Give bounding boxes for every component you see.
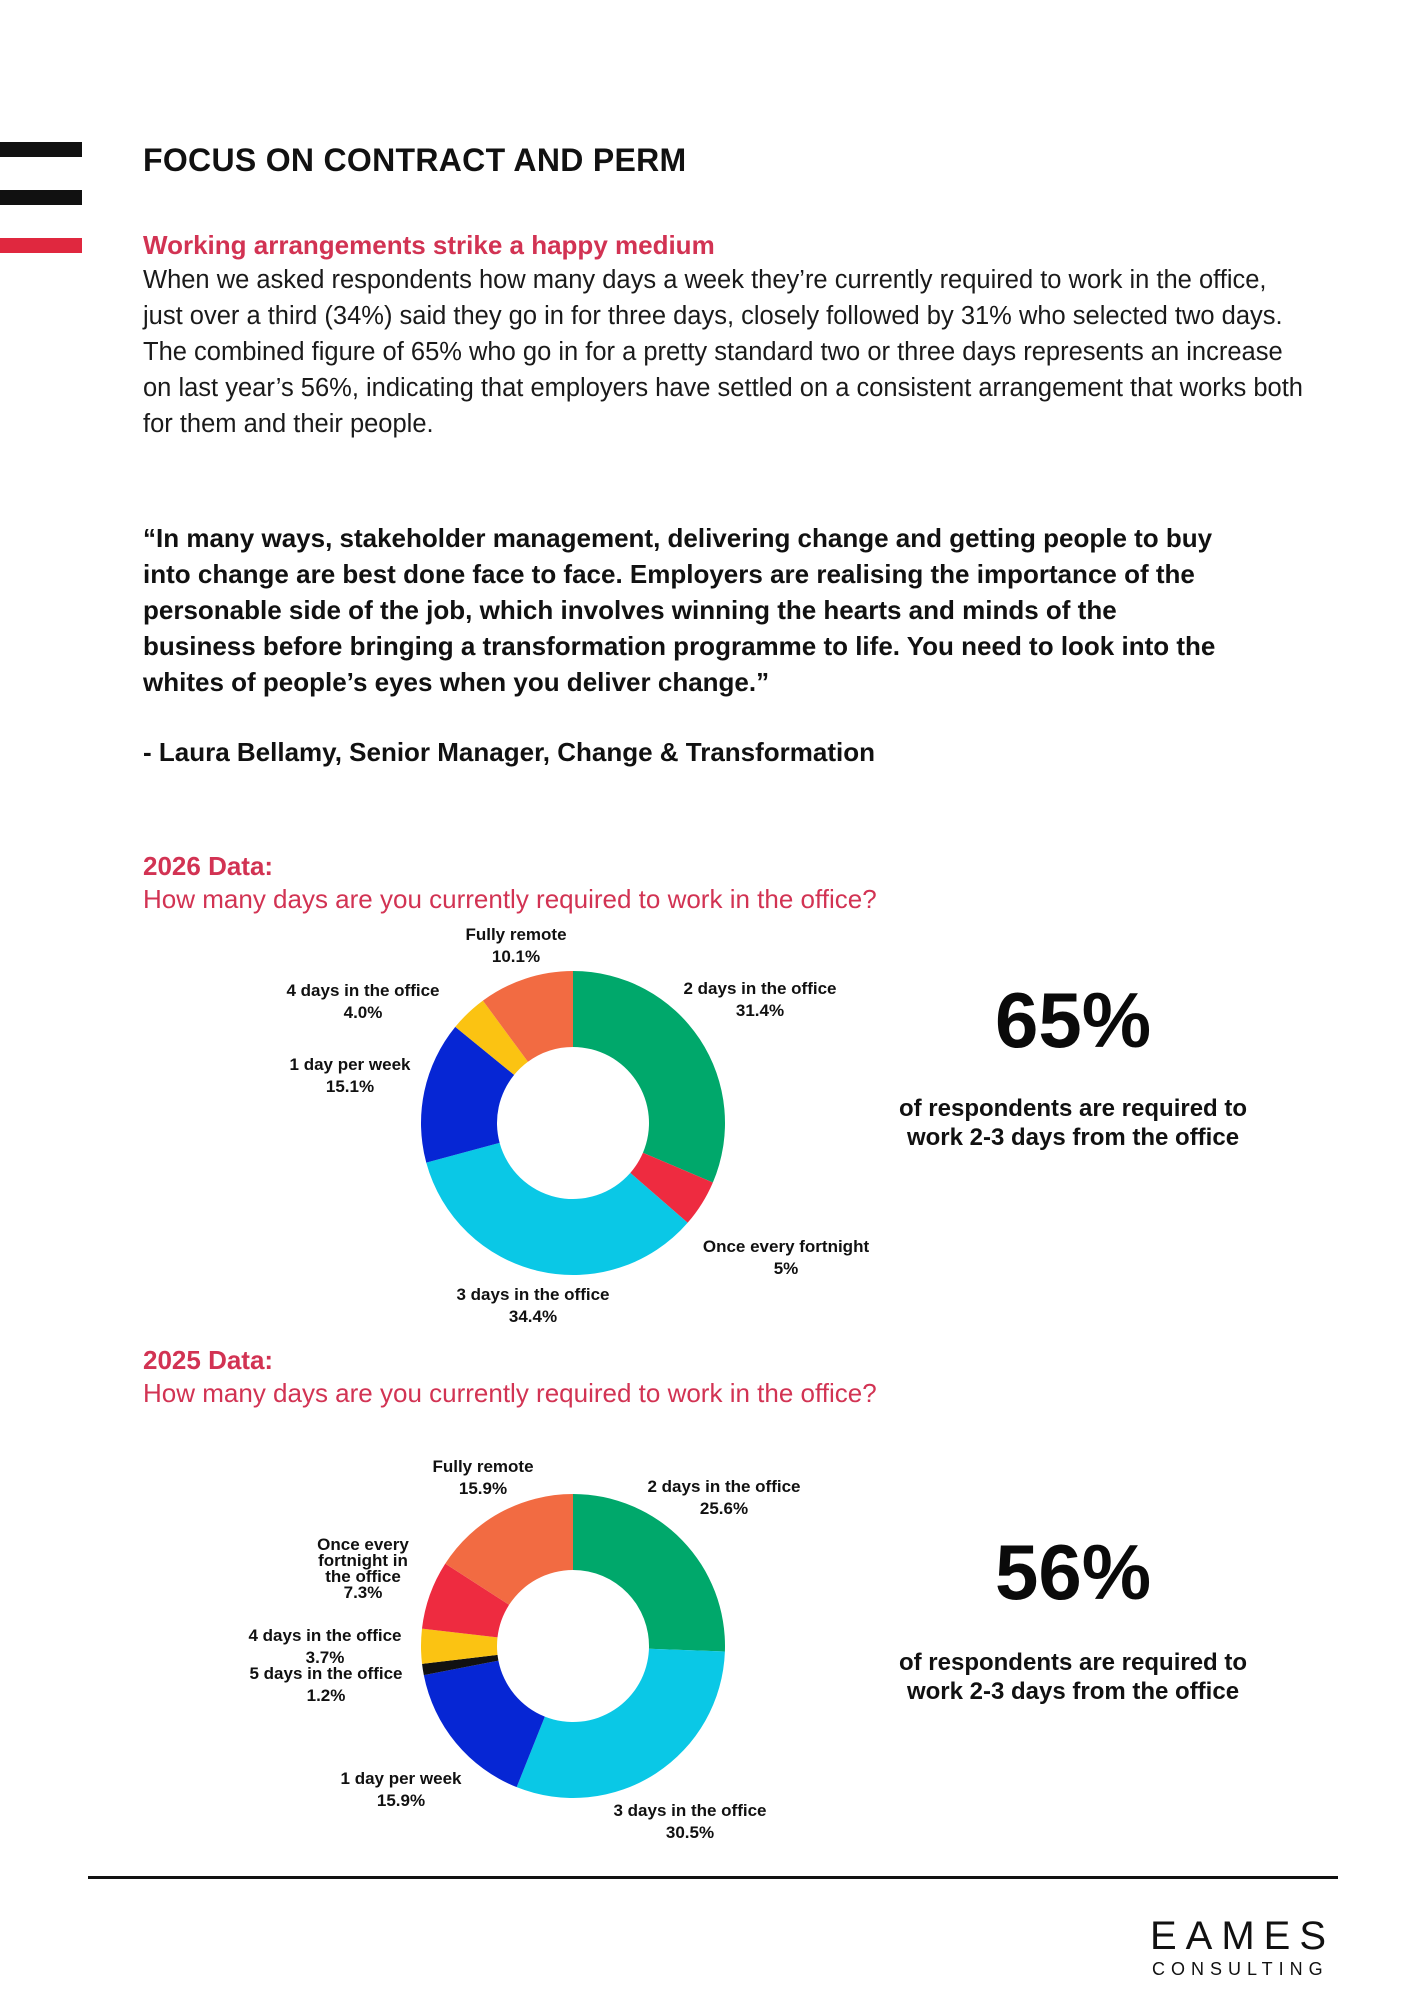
chart-2025-highlight-value: 56% — [994, 1528, 1152, 1616]
chart-1-slice-2-label: 1 day per week 15.9% — [340, 1769, 462, 1810]
chart-0-slice-0 — [573, 971, 725, 1182]
chart-1-slice-5-label: Once every fortnight in the office 7.3% — [317, 1535, 409, 1602]
chart-2025-question: How many days are you currently required to work in the office? — [143, 1378, 877, 1408]
chart-2026-highlight-caption: of respondents are required to work 2-3 days from the office — [898, 1095, 1248, 1151]
section-subheading: Working arrangements strike a happy medium — [143, 230, 715, 260]
chart-1-slice-4-label: 4 days in the office 3.7% — [248, 1626, 402, 1667]
body-paragraph: When we asked respondents how many days a week they’re currently required to work in the office, just over a third (34%) said they go in for three days, closely followed by 31% who selected two days. The combined figure of 65% who go in for a pretty standard two or three days represents an increase on last year’s 56%, indicating that employers have settled on a consistent arrangement that works both for them and their people. — [143, 266, 1303, 438]
chart-0-slice-0-label: 2 days in the office 31.4% — [683, 979, 837, 1020]
page-title: FOCUS ON CONTRACT AND PERM — [143, 142, 687, 178]
chart-1-slice-1 — [517, 1649, 725, 1798]
chart-0-slice-5-label: Fully remote 10.1% — [465, 925, 567, 966]
chart-1-slice-6-label: Fully remote 15.9% — [432, 1457, 534, 1498]
chart-1-slice-0-label: 2 days in the office 25.6% — [647, 1477, 801, 1518]
chart-2026-label: 2026 Data: — [143, 851, 274, 881]
logo-wordmark: EAMES — [1150, 1914, 1336, 1958]
chart-2026-question: How many days are you currently required to work in the office? — [143, 884, 877, 914]
chart-2025-label: 2025 Data: — [143, 1345, 274, 1375]
chart-0-slice-3-label: 1 day per week 15.1% — [289, 1055, 411, 1096]
chart-0-slice-2-label: 3 days in the office 34.4% — [456, 1285, 610, 1326]
chart-1-slice-3-label: 5 days in the office 1.2% — [249, 1664, 403, 1705]
quote-attribution: - Laura Bellamy, Senior Manager, Change & Transformation — [143, 737, 876, 767]
chart-2025-highlight-caption: of respondents are required to work 2-3 days from the office — [898, 1649, 1248, 1705]
chart-1-slice-1-label: 3 days in the office 30.5% — [613, 1801, 767, 1842]
chart-2026-highlight-value: 65% — [994, 976, 1152, 1064]
logo-subtext: CONSULTING — [1152, 1959, 1329, 1979]
quote-text: “In many ways, stakeholder management, delivering change and getting people to buy into change are best done face to face. Employers are realising the importance of the personable side of the job, which involves winning the hearts and minds of the business before bringing a transformation programme to life. You need to look into the whites of people’s eyes when you deliver change.” — [143, 523, 1216, 697]
chart-0-slice-4-label: 4 days in the office 4.0% — [286, 981, 440, 1022]
footer-rule — [88, 1876, 1338, 1879]
chart-0-slice-1-label: Once every fortnight 5% — [702, 1237, 870, 1278]
